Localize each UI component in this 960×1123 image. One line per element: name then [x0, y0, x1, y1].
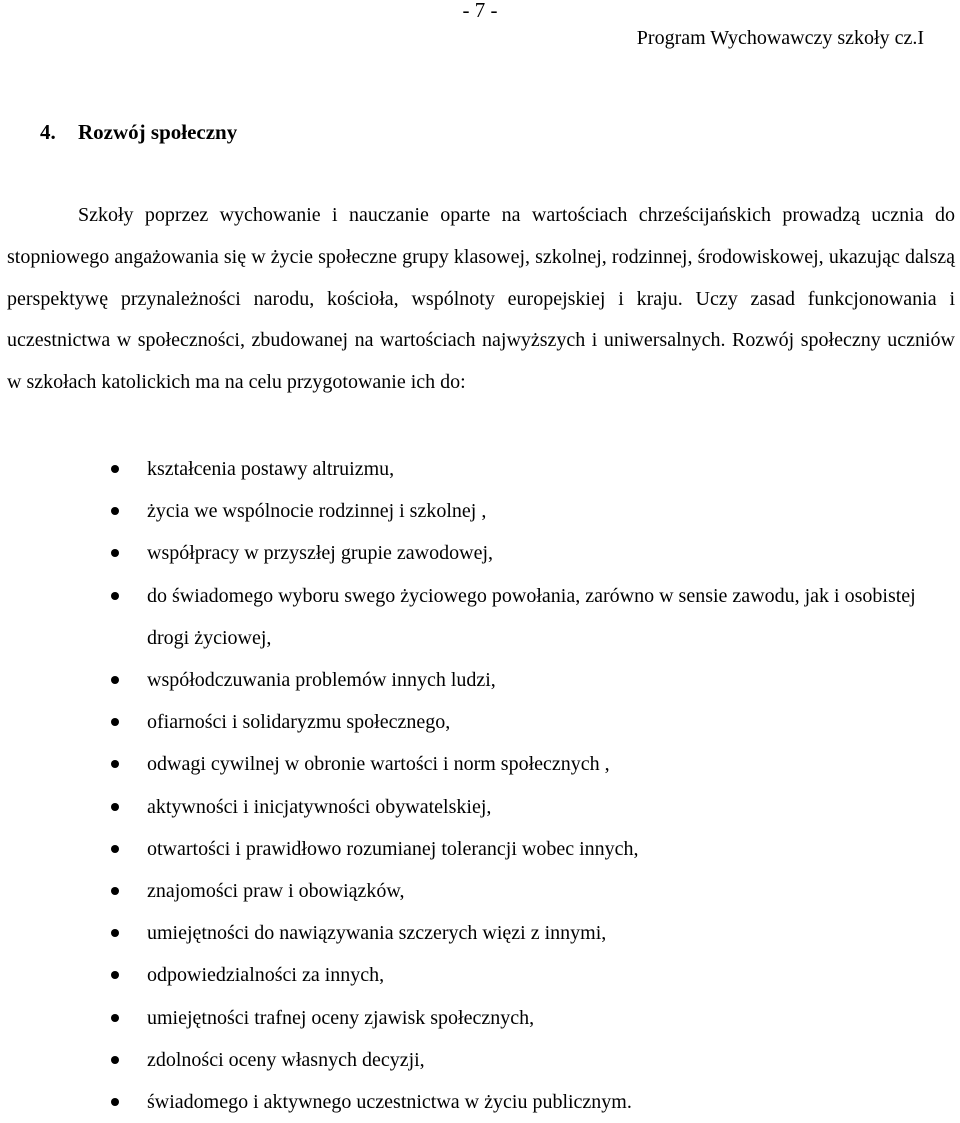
- bullet-icon: [111, 1056, 119, 1064]
- section-title: Rozwój społeczny: [78, 120, 238, 144]
- list-item-text: współpracy w przyszłej grupie zawodowej,: [147, 542, 493, 565]
- bullet-icon: [111, 929, 119, 937]
- list-item: [0, 997, 960, 1039]
- list-item-text: zdolności oceny własnych decyzji,: [147, 1048, 425, 1071]
- bullet-icon: [111, 592, 119, 600]
- list-item: [0, 1081, 960, 1123]
- bullet-icon: [111, 1098, 119, 1106]
- list-item: [0, 743, 960, 785]
- bullet-icon: [111, 507, 119, 515]
- list-item: [0, 912, 960, 954]
- list-item-text: umiejętności do nawiązywania szczerych więzi z innymi,: [147, 922, 607, 945]
- list-item-text: życia we wspólnocie rodzinnej i szkolnej ,: [147, 500, 487, 523]
- bullet-icon: [111, 760, 119, 768]
- list-item: [0, 701, 960, 743]
- body-paragraph-text: Szkoły poprzez wychowanie i nauczanie oparte na wartościach chrześcijańskich prowadzą ucznia do stopniowego angażowania się w życie społeczne grupy klasowej, szkolnej, rodzinnej, środowiskowej, ukazując dalszą perspektywę przynależności narodu, kościoła, wspólnoty europejskiej i kraju. Uczy zasad funkcjonowania i uczestnictwa w społeczności, zbudowanej na wartościach najwyższych i uniwersalnych. Rozwój społeczny uczniów w szkołach katolickich ma na celu przygotowanie ich do:: [7, 204, 955, 394]
- bullet-icon: [111, 1014, 119, 1022]
- list-item-text: aktywności i inicjatywności obywatelskiej,: [147, 795, 492, 818]
- bullet-icon: [111, 845, 119, 853]
- list-item: [0, 490, 960, 532]
- body-paragraph: [7, 195, 955, 404]
- list-item: [0, 1039, 960, 1081]
- list-item: [0, 448, 960, 490]
- section-number: 4.: [40, 120, 56, 144]
- bullet-icon: [111, 803, 119, 811]
- list-item-text: odpowiedzialności za innych,: [147, 964, 385, 987]
- list-item-text: ofiarności i solidaryzmu społecznego,: [147, 711, 451, 734]
- page-number: [0, 0, 960, 24]
- list-item: [0, 659, 960, 701]
- list-item-text: odwagi cywilnej w obronie wartości i norm społecznych ,: [147, 753, 610, 776]
- page-number-text: - 7 -: [462, 0, 498, 22]
- bullet-icon: [111, 549, 119, 557]
- bullet-icon: [111, 887, 119, 895]
- list-item: [0, 954, 960, 996]
- list-item-text: współodczuwania problemów innych ludzi,: [147, 669, 496, 692]
- list-item: [0, 786, 960, 828]
- bullet-icon: [111, 971, 119, 979]
- list-item: [0, 870, 960, 912]
- running-header: Program Wychowawczy szkoły cz.I: [636, 27, 924, 49]
- bullet-list: [0, 448, 960, 1123]
- list-item: [0, 532, 960, 574]
- bullet-icon: [111, 465, 119, 473]
- section-heading: [40, 118, 237, 146]
- bullet-icon: [111, 676, 119, 684]
- list-item-text: świadomego i aktywnego uczestnictwa w życiu publicznym.: [147, 1091, 632, 1114]
- list-item-text: otwartości i prawidłowo rozumianej tolerancji wobec innych,: [147, 837, 639, 860]
- list-item: [0, 828, 960, 870]
- list-item-text: do świadomego wyboru swego życiowego powołania, zarówno w sensie zawodu, jak i osobistej drogi życiowej,: [147, 584, 916, 649]
- list-item-text: kształcenia postawy altruizmu,: [147, 458, 395, 480]
- bullet-icon: [111, 718, 119, 726]
- list-item-text: znajomości praw i obowiązków,: [147, 880, 405, 903]
- list-item-text: umiejętności trafnej oceny zjawisk społecznych,: [147, 1006, 535, 1029]
- list-item: [0, 575, 960, 659]
